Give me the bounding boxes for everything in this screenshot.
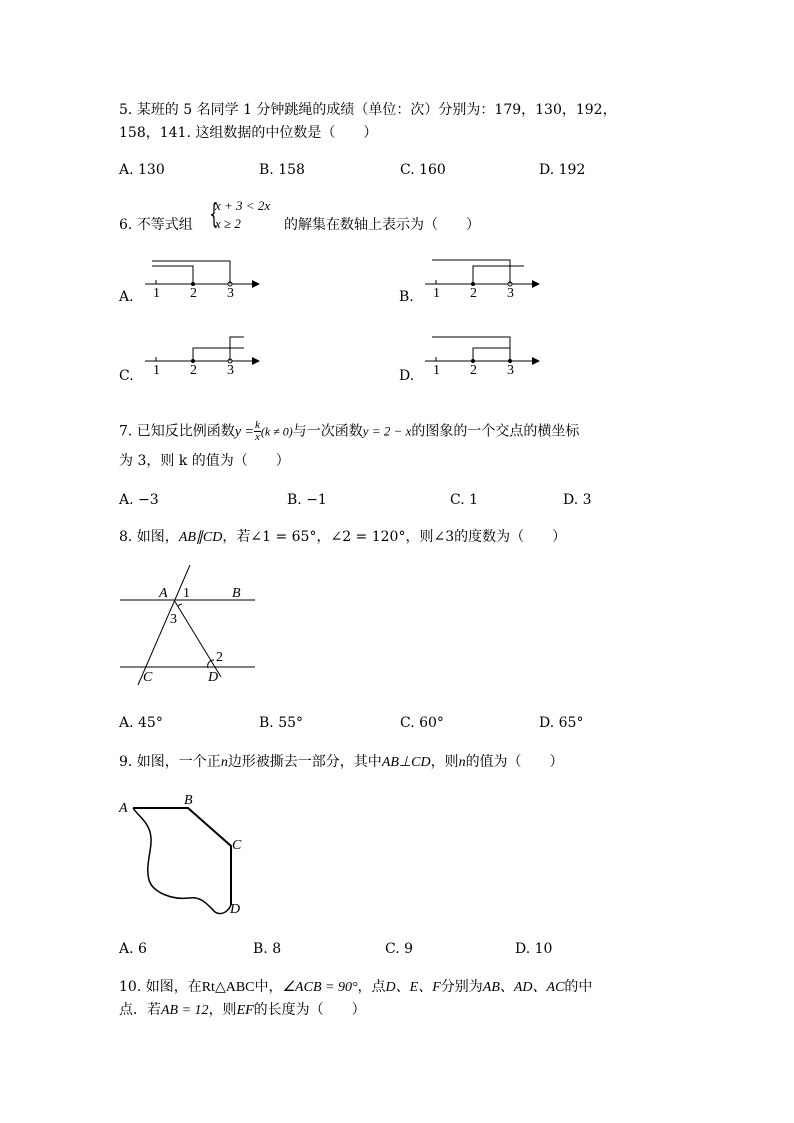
q9-label-a: A bbox=[119, 801, 128, 816]
q10-ab: AB = 12 bbox=[161, 1003, 209, 1018]
q9-figure bbox=[115, 788, 255, 923]
q8-label-a: A bbox=[159, 586, 168, 601]
q10-line2 bbox=[119, 1000, 366, 1021]
q7-option-b: B. −1 bbox=[287, 492, 327, 508]
q8-mid1: ，若∠1 = 65°， bbox=[222, 529, 331, 545]
q6a-tick-2: 2 bbox=[190, 286, 197, 301]
q8-label-c: C bbox=[143, 670, 153, 685]
q8-suffix: 则∠3的度数为（ ） bbox=[419, 529, 567, 545]
q6c-tick-2: 2 bbox=[190, 363, 197, 378]
q7-frac-num: k bbox=[254, 419, 260, 431]
q5-line2: 158，141. 这组数据的中位数是（ ） bbox=[119, 125, 378, 141]
q6-inequality-1: x + 3 < 2x bbox=[215, 198, 271, 213]
q9-option-b: B. 8 bbox=[253, 941, 282, 957]
q6c-tick-1: 1 bbox=[153, 363, 160, 378]
q6d-tick-2: 2 bbox=[470, 363, 477, 378]
q9-label-c: C bbox=[232, 838, 242, 853]
q9-option-c: C. 9 bbox=[385, 941, 414, 957]
q8-option-a: A. 45° bbox=[119, 715, 163, 731]
q6-option-d-label: D. bbox=[399, 368, 415, 384]
q9-mid: 边形被撕去一部分，其中 bbox=[227, 754, 382, 770]
q6d-tick-3: 3 bbox=[507, 363, 514, 378]
q6-prefix: 6. 不等式组 bbox=[119, 217, 193, 233]
q8-label-2: 2 bbox=[216, 650, 223, 665]
q10-segs: AB、AD、AC bbox=[482, 980, 565, 995]
q6-system-brace: { bbox=[209, 197, 219, 230]
q6a-tick-3: 3 bbox=[227, 286, 234, 301]
q8-mid2: ∠2 = 120°， bbox=[330, 529, 420, 545]
q8-prefix: 8. 如图， bbox=[119, 529, 179, 545]
q10-line1 bbox=[119, 977, 592, 998]
q9-label-b: B bbox=[184, 793, 193, 808]
q6-inequality-2: x ≥ 2 bbox=[215, 216, 241, 231]
q6-option-c-label: C. bbox=[119, 368, 134, 384]
q8-label-d: D bbox=[208, 670, 219, 685]
q7-option-a: A. −3 bbox=[119, 492, 159, 508]
q9-n: n bbox=[220, 755, 228, 770]
q9-suffix: 的值为（ ） bbox=[465, 754, 564, 770]
q6-suffix: 的解集在数轴上表示为（ ） bbox=[284, 217, 480, 233]
q10-line1-e: 的中 bbox=[564, 979, 593, 995]
q5-option-b: B. 158 bbox=[259, 162, 305, 178]
q5-line1: 5. 某班的 5 名同学 1 分钟跳绳的成绩（单位：次）分别为：179，130，192， bbox=[119, 102, 617, 118]
q6-option-b-label: B. bbox=[399, 289, 414, 305]
q10-line2-c: 的长度为（ ） bbox=[253, 1002, 366, 1018]
q10-line1-a: 10. 如图，在 bbox=[119, 979, 202, 995]
q7-option-c: C. 1 bbox=[450, 492, 479, 508]
q8-parallel: AB∥CD bbox=[178, 530, 223, 545]
q5-option-a: A. 130 bbox=[119, 162, 165, 178]
q9-label-d: D bbox=[230, 902, 241, 917]
q10-angle: ∠ACB = 90° bbox=[282, 980, 358, 995]
q6b-tick-1: 1 bbox=[433, 286, 440, 301]
q10-ef: EF bbox=[236, 1003, 254, 1018]
q9-line1 bbox=[119, 752, 564, 773]
q9-perp: AB⊥CD bbox=[381, 755, 431, 770]
q5-option-d: D. 192 bbox=[539, 162, 586, 178]
q7-func2: y = 2 − x bbox=[362, 423, 412, 439]
q7-func1-lhs: y = bbox=[234, 424, 254, 440]
q6d-tick-1: 1 bbox=[433, 363, 440, 378]
q9-prefix: 9. 如图，一个正 bbox=[119, 754, 221, 770]
q10-pts: D、E、F bbox=[385, 980, 441, 995]
q10-line1-d: 分别为 bbox=[440, 979, 483, 995]
q10-tri: Rt△ABC bbox=[201, 980, 255, 995]
q8-line1 bbox=[119, 527, 566, 548]
q6a-tick-1: 1 bbox=[153, 286, 160, 301]
q5-option-c: C. 160 bbox=[400, 162, 446, 178]
q7-condition: (k ≠ 0) bbox=[260, 424, 293, 439]
q10-line1-c: ，点 bbox=[357, 979, 386, 995]
q6c-tick-3: 3 bbox=[227, 363, 234, 378]
q7-option-d: D. 3 bbox=[563, 492, 592, 508]
q9-n2: n bbox=[458, 755, 466, 770]
q7-line1 bbox=[119, 420, 579, 443]
q9-option-a: A. 6 bbox=[119, 941, 147, 957]
q9-mid2: ，则 bbox=[430, 754, 459, 770]
q6-numberline-b bbox=[420, 253, 545, 301]
q10-line2-a: 点．若 bbox=[119, 1002, 161, 1018]
q6b-tick-2: 2 bbox=[470, 286, 477, 301]
q7-suffix: 的图象的一个交点的横坐标 bbox=[411, 423, 580, 440]
q8-label-3: 3 bbox=[170, 612, 177, 627]
q6-option-a-label: A. bbox=[119, 289, 134, 305]
q7-mid: 与一次函数 bbox=[292, 423, 363, 440]
q8-option-d: D. 65° bbox=[539, 715, 584, 731]
q7-line2: 为 3，则 k 的值为（ ） bbox=[119, 453, 290, 469]
q6-numberline-a bbox=[140, 253, 265, 301]
q6-numberline-d bbox=[420, 328, 545, 376]
q8-label-b: B bbox=[232, 586, 241, 601]
q7-fraction bbox=[254, 420, 261, 443]
q8-option-b: B. 55° bbox=[259, 715, 304, 731]
q7-frac-den: x bbox=[254, 431, 260, 443]
q9-option-d: D. 10 bbox=[515, 941, 553, 957]
q10-line2-b: ，则 bbox=[208, 1002, 237, 1018]
q8-option-c: C. 60° bbox=[400, 715, 444, 731]
q8-figure bbox=[115, 560, 260, 690]
q6b-tick-3: 3 bbox=[507, 286, 514, 301]
q6-numberline-c bbox=[140, 328, 265, 376]
q8-label-1: 1 bbox=[183, 586, 190, 601]
q10-line1-b: 中， bbox=[254, 979, 283, 995]
q7-prefix: 7. 已知反比例函数 bbox=[119, 423, 235, 440]
